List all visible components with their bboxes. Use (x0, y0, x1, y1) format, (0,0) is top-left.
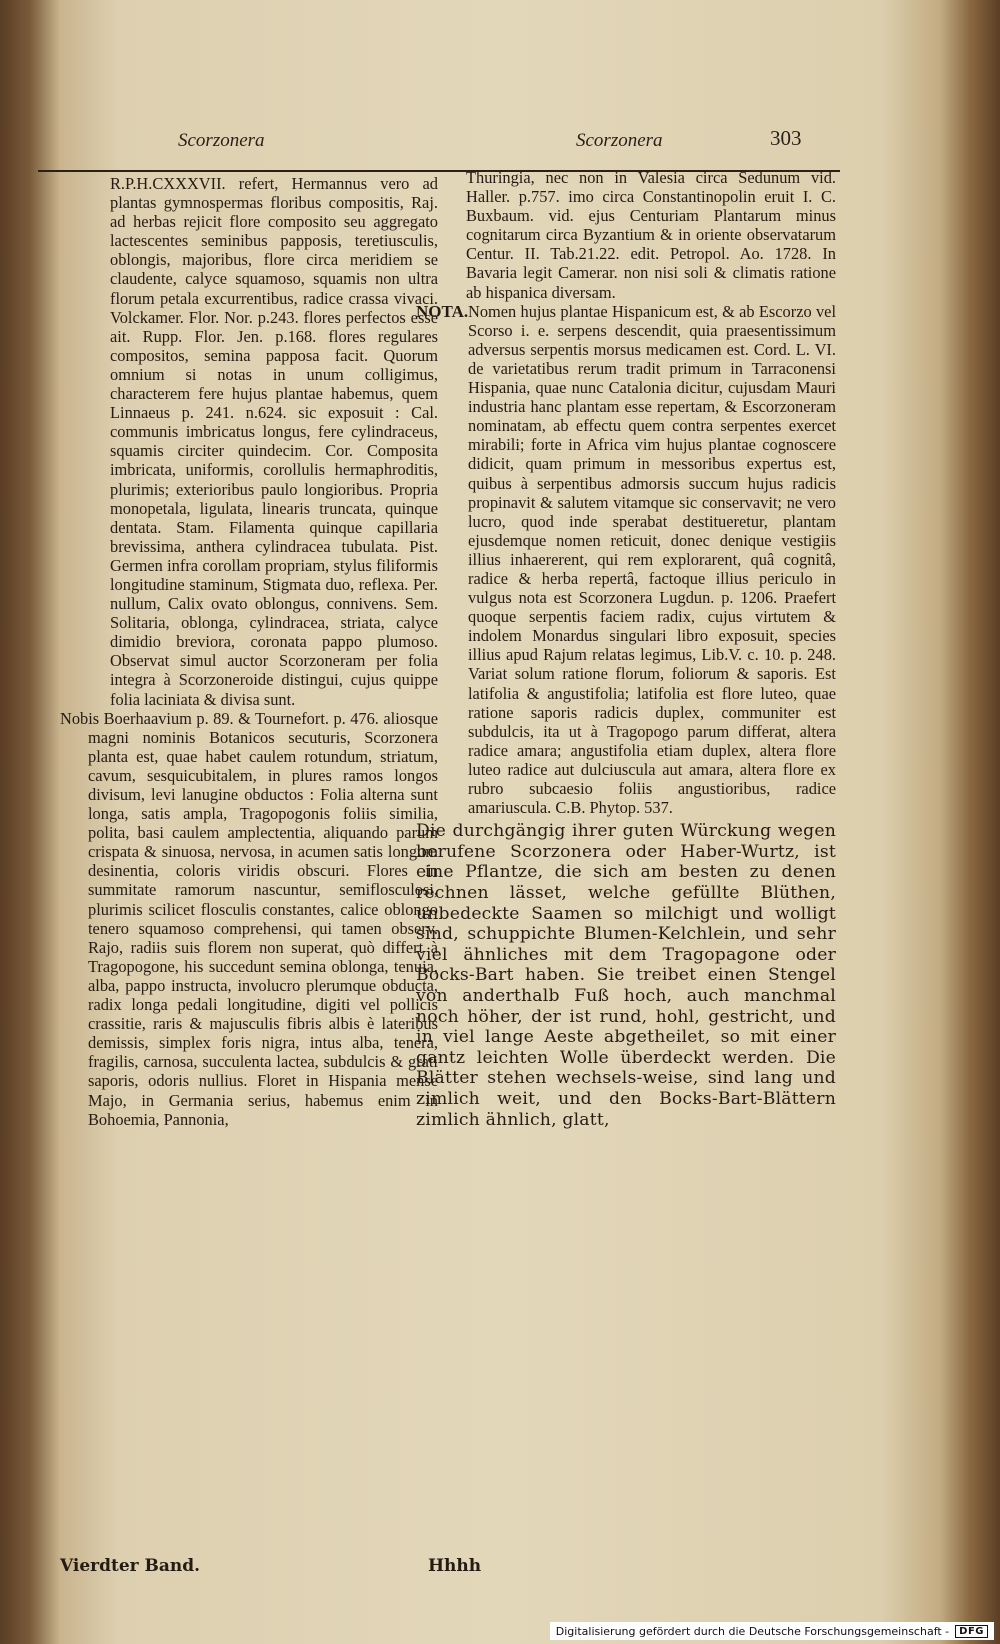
left-paragraph-1: R.P.H.CXXXVII. refert, Hermannus vero ad plantas gymnospermas floribus compositis, Raj. ad herbas rejicit flore composito seu aggregato lactescentes seminibus papposis, teretiusculis, oblongis, majoribus, flore circa meridiem se claudente, calyce squamoso, squamis non ultra florum petala excurrentibus, radice crassa vivaci. Volckamer. Flor. Nor. p.243. flores perfectos esse ait. Rupp. Flor. Jen. p.168. flores regulares compositos, semina papposa facit. Quorum omnium si notas in unum colligimus, characterem fere hujus plantae habemus, quem Linnaeus p. 241. n.624. sic exposuit : Cal. communis imbricatus longus, fere cylindraceus, squamis circiter quindecim. Cor. Composita imbricata, uniformis, corollulis hermaphroditis, plurimis; exterioribus paulo longioribus. Propria monopetala, ligulata, linearis truncata, quinque dentata. Stam. Filamenta quinque capillaria brevissima, anthera cylindracea tubulata. Pist. Germen infra corollam propriam, stylus filiformis longitudine staminum, Stigmata duo, reflexa. Per. nullum, Calix ovato oblongus, connivens. Sem. Solitaria, oblonga, cylindracea, striata, calyce dimidio breviora, coronata pappo plumoso. Observat simul auctor Scorzoneram per folia integra à Scorzoneroide distingui, cujus quippe folia laciniata & divisa sunt. (110, 174, 438, 709)
signature-right: Hhhh (428, 1556, 482, 1576)
right-paragraph-intro: Thuringia, nec non in Valesia circa Sedunum vid. Haller. p.757. imo circa Constantinopolin eruit I. C. Buxbaum. vid. ejus Centuriam Plantarum minus cognitarum circa Byzantium & in oriente observatarum Centur. II. Tab.21.22. edit. Petropol. Ao. 1728. In Bavaria legit Camerar. non nisi soli & climatis ratione ab hispanica diversam. (466, 168, 836, 302)
running-head-left: Scorzonera (178, 130, 265, 151)
footer-credit (550, 1622, 994, 1640)
nota-label: NOTA. (416, 301, 469, 321)
book-page (38, 88, 948, 1628)
right-column (416, 168, 836, 1130)
nota-paragraph (416, 302, 836, 818)
left-column (60, 174, 438, 1129)
page-number: 303 (770, 126, 802, 150)
left-paragraph-2: Nobis Boerhaavium p. 89. & Tournefort. p. 476. aliosque magni nominis Botanicos secuturis, Scorzonera planta est, quae habet caulem rotundum, striatum, cavum, sesquicubitalem, in plures ramos longos divisum, levi lanugine obductos : Folia alterna sunt longa, satis ampla, Tragopogonis foliis similia, polita, basi caulem amplectentia, aliquando parum crispata & sinuosa, nervosa, in acumen satis longum desinentia, coloris viridis obscuri. Flores in summitate ramorum nascuntur, semiflosculosi, plurimis scilicet flosculis constantes, calice oblongo tenero squamoso comprehensi, qui tamen observ. Rajo, radiis suis florem non superat, quò differt à Tragopogone, his succedunt semina oblonga, tenuia, alba, pappo instructa, involucro plerumque obducta, radix longa pedali longitudine, digiti vel pollicis crassitie, raris & majusculis fibris albis è lateribus demissis, simplex foris nigra, intus alba, tenera, fragilis, carnosa, succulenta lactea, subdulcis & grati saporis, odoris nullius. Floret in Hispania mense Majo, in Germania serius, habemus enim in Bohoemia, Pannonia, (60, 708, 438, 1129)
german-paragraph: Die durchgängig ihrer guten Würckung wegen berufene Scorzonera oder Haber-Wurtz, ist eine Pflantze, die sich am besten zu denen rechnen lässet, welche gefüllte Blüthen, unbedeckte Saamen so milchigt und wolligt sind, schuppichte Blumen-Kelchlein, und sehr viel ähnliches mit dem Tragopagone oder Bocks-Bart haben. Sie treibet einen Stengel von anderthalb Fuß hoch, auch manchmal noch höher, der ist rund, hohl, gestricht, und in viel lange Aeste abgetheilet, so mit einer gantz leichten Wolle überdeckt werden. Die Blätter stehen wechsels-weise, sind lang und zimlich weit, und den Bocks-Bart-Blättern zimlich ähnlich, glatt, (416, 821, 836, 1130)
footer-credit-text: Digitalisierung gefördert durch die Deutsche Forschungsgemeinschaft - (555, 1624, 950, 1638)
nota-text: Nomen hujus plantae Hispanicum est, & ab Escorzo vel Scorso i. e. serpens descendit, quia praesentissimum adversus serpentis morsus medicamen est. Cord. L. VI. de varietatibus rerum tradit primum in Tarraconensi Hispania, quae nunc Catalonia dicitur, cujusdam Mauri industria hanc plantam esse repertam, & Escorzoneram nominatam, ab effectu quem contra serpentes exercet mirabili; forte in Africa vim hujus plantae cognoscere didicit, quam primum in messoribus expertus est, quibus à serpentibus admorsis succum hujus radicis propinavit & salutem vitamque sic conservavit; ne vero lucro, quod inde sperabat destitueretur, plantam ejusdemque nomen reticuit, donec denique vestigiis illius inhaererent, qui rem explorarent, quâ cognitâ, radice & herba repertâ, factoque illius periculo in vulgus nota est Scorzonera Lugdun. p. 1206. Praefert quoque serpentis faciem radix, cujus virtutem & indolem Monardus singulari libro exposuit, species illius apud Rajum relatas legimus, Lib.V. c. 10. p. 248. Variat solum ratione florum, foliorum & saporis. Est latifolia & angustifolia; latifolia est flore luteo, quae ratione saporis radicis duplex, communiter est subdulcis, ita ut à Tragopogo parum differat, altera radice amara; angustifolia etiam duplex, altera flore luteo radice aut dulciuscula aut amara, altera flore ex rubro subcaesio foliis angustioribus, radice amariuscula. C.B. Phytop. 537. (468, 301, 836, 818)
dfg-logo: DFG (955, 1625, 988, 1638)
signature-left: Vierdter Band. (60, 1556, 201, 1576)
running-head-right: Scorzonera (576, 130, 663, 151)
